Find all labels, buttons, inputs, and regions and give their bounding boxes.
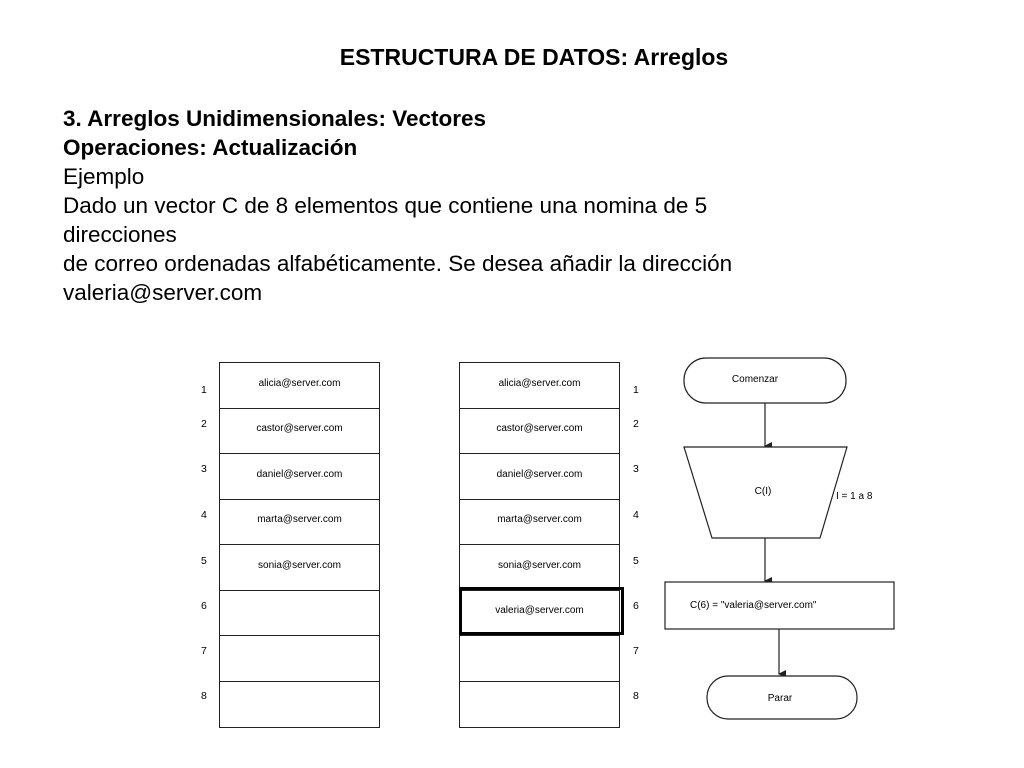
loop-body-label: C(I) [754,486,772,497]
vector-cell: valeria@server.com [460,591,619,637]
vector-cell: sonia@server.com [220,545,379,591]
paragraph-line: valeria@server.com [63,280,263,305]
index-label: 8 [201,690,207,702]
index-label: 5 [633,555,639,567]
heading-vectores: 3. Arreglos Unidimensionales: Vectores [63,106,487,131]
index-label: 7 [201,645,207,657]
index-label: 1 [633,384,639,396]
index-label: 3 [201,463,207,475]
paragraph-line: de correo ordenadas alfabéticamente. Se desea añadir la dirección [63,251,733,276]
loop-range-label: I = 1 a 8 [836,491,873,502]
index-label: 3 [633,463,639,475]
index-label: 2 [633,418,639,430]
vector-cell: marta@server.com [220,500,379,546]
paragraph-line: Dado un vector C de 8 elementos que contiene una nomina de 5 [63,193,708,218]
start-label: Comenzar [731,374,779,385]
slide-title: ESTRUCTURA DE DATOS: Arreglos [339,44,729,70]
heading-operaciones: Operaciones: Actualización [63,135,358,160]
index-label: 7 [633,645,639,657]
vector-cell: castor@server.com [220,409,379,455]
index-label: 4 [201,509,207,521]
index-label: 1 [201,384,207,396]
vector-cell: marta@server.com [460,500,619,546]
vector-cell: sonia@server.com [460,545,619,591]
index-label: 8 [633,690,639,702]
index-label: 4 [633,509,639,521]
stop-label: Parar [767,693,793,704]
index-label: 5 [201,555,207,567]
index-label: 6 [201,600,207,612]
vector-cell: alicia@server.com [220,363,379,409]
vector-cell: daniel@server.com [460,454,619,500]
vector-cell: alicia@server.com [460,363,619,409]
example-label: Ejemplo [63,164,145,189]
assign-label: C(6) = "valeria@server.com" [690,600,817,611]
paragraph-line: direcciones [63,222,177,247]
vector-cell: daniel@server.com [220,454,379,500]
vector-cell: castor@server.com [460,409,619,455]
index-label: 6 [633,600,639,612]
index-label: 2 [201,418,207,430]
